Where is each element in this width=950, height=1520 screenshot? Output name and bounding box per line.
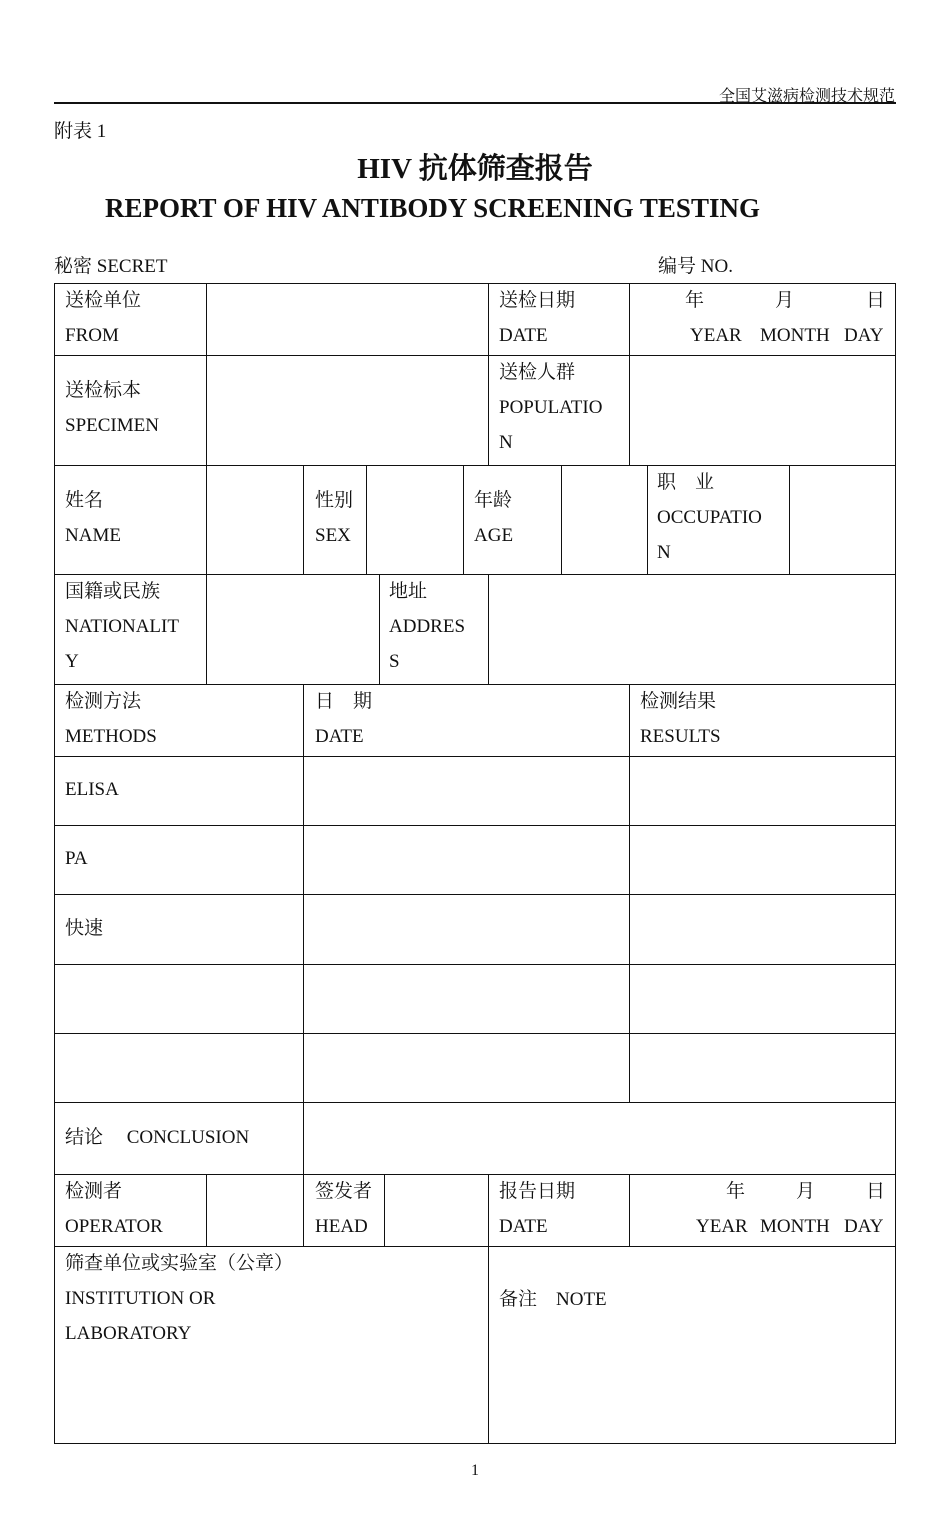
day-en: DAY [844,325,884,346]
row-divider [54,756,896,757]
secret-label: 秘密 SECRET [54,256,168,277]
institution-label-en-wrap: LABORATORY [65,1323,192,1344]
title-chinese: HIV 抗体筛查报告 [357,153,593,185]
method-pa: PA [65,848,88,869]
age-label [474,483,513,553]
report-year-cn: 年 [726,1181,746,1202]
specimen-label-en: SPECIMEN [65,415,159,436]
results-header-en: RESULTS [640,726,721,747]
month-cn: 月 [775,290,795,311]
name-label-en: NAME [65,525,121,546]
head-label-en: HEAD [315,1216,368,1237]
report-date-label-en: DATE [499,1216,548,1237]
test-date-header-en: DATE [315,726,364,747]
population-label-en-wrap: N [499,432,513,453]
head-label [315,1174,372,1244]
occupation-label-cn: 职 业 [657,472,715,493]
col-divider [303,684,304,1174]
specimen-label [65,373,159,443]
send-date-label [499,283,575,353]
population-label-cn: 送检人群 [499,362,576,383]
name-label-cn: 姓名 [65,490,104,511]
institution-label-en: INSTITUTION OR [65,1288,216,1309]
send-date-label-en: DATE [499,325,548,346]
report-year-en: YEAR [696,1216,748,1237]
institution-label [65,1246,293,1351]
col-divider [303,465,304,574]
col-divider [488,1246,489,1443]
report-day-en: DAY [844,1216,884,1237]
occupation-label-en-wrap: N [657,542,671,563]
row-divider [54,894,896,895]
address-label-en: ADDRES [389,616,466,637]
operator-label-en: OPERATOR [65,1216,163,1237]
year-en: YEAR [690,325,742,346]
nationality-label-en: NATIONALIT [65,616,179,637]
nationality-label-cn: 国籍或民族 [65,581,161,602]
col-divider [647,465,648,574]
test-date-header-cn: 日 期 [315,691,373,712]
col-divider [463,465,464,574]
running-title: 全国艾滋病检测技术规范 [718,88,895,105]
month-en: MONTH [760,325,830,346]
col-divider [206,1174,207,1246]
col-divider [789,465,790,574]
nationality-label-en-wrap: Y [65,651,79,672]
from-label-cn: 送检单位 [65,290,142,311]
number-label: 编号 NO. [658,256,733,277]
method-elisa: ELISA [65,779,119,800]
report-day-cn: 日 [866,1181,886,1202]
from-label [65,283,141,353]
row-divider [54,684,896,685]
row-divider [54,1102,896,1103]
report-month-en: MONTH [760,1216,830,1237]
occupation-label [657,465,762,570]
day-cn: 日 [866,290,886,311]
note-label: 备注 NOTE [499,1289,607,1310]
occupation-label-en: OCCUPATIO [657,507,762,528]
method-rapid: 快速 [65,918,104,939]
operator-label-cn: 检测者 [65,1181,123,1202]
operator-label [65,1174,163,1244]
report-date-label [499,1174,575,1244]
row-divider [54,1033,896,1034]
sex-label-en: SEX [315,525,351,546]
row-divider [54,964,896,965]
col-divider [366,465,367,574]
appendix-label: 附表 1 [54,121,107,142]
col-divider [629,283,630,465]
header-rule [54,102,896,104]
col-divider [561,465,562,574]
nationality-label [65,574,179,679]
population-label [499,355,602,460]
conclusion-label: 结论 CONCLUSION [65,1127,250,1148]
age-label-cn: 年龄 [474,490,513,511]
test-date-header [315,684,372,754]
specimen-label-cn: 送检标本 [65,380,142,401]
col-divider [379,574,380,684]
row-divider [54,465,896,466]
sex-label-cn: 性别 [315,490,354,511]
col-divider [206,465,207,574]
results-header-cn: 检测结果 [640,691,717,712]
methods-header-cn: 检测方法 [65,691,142,712]
col-divider [488,1174,489,1246]
head-label-cn: 签发者 [315,1181,373,1202]
row-divider [54,355,896,356]
population-label-en: POPULATIO [499,397,603,418]
methods-header-en: METHODS [65,726,157,747]
col-divider [384,1174,385,1246]
address-label-en-wrap: S [389,651,400,672]
col-divider [488,574,489,684]
methods-header [65,684,157,754]
col-divider [629,1174,630,1246]
year-cn: 年 [685,290,705,311]
title-english: REPORT OF HIV ANTIBODY SCREENING TESTING [105,193,760,223]
row-divider [54,574,896,575]
row-divider [54,825,896,826]
col-divider [303,1174,304,1246]
report-date-label-cn: 报告日期 [499,1181,576,1202]
col-divider [488,283,489,465]
from-label-en: FROM [65,325,119,346]
send-date-label-cn: 送检日期 [499,290,576,311]
results-header [640,684,721,754]
col-divider [206,574,207,684]
report-month-cn: 月 [796,1181,816,1202]
address-label [389,574,465,679]
address-label-cn: 地址 [389,581,428,602]
col-divider [629,684,630,1102]
institution-label-cn: 筛查单位或实验室（公章） [65,1253,294,1274]
sex-label [315,483,353,553]
row-divider [54,1174,896,1175]
name-label [65,483,121,553]
report-form [54,283,896,1444]
col-divider [206,283,207,465]
age-label-en: AGE [474,525,514,546]
page-number: 1 [471,1462,479,1479]
